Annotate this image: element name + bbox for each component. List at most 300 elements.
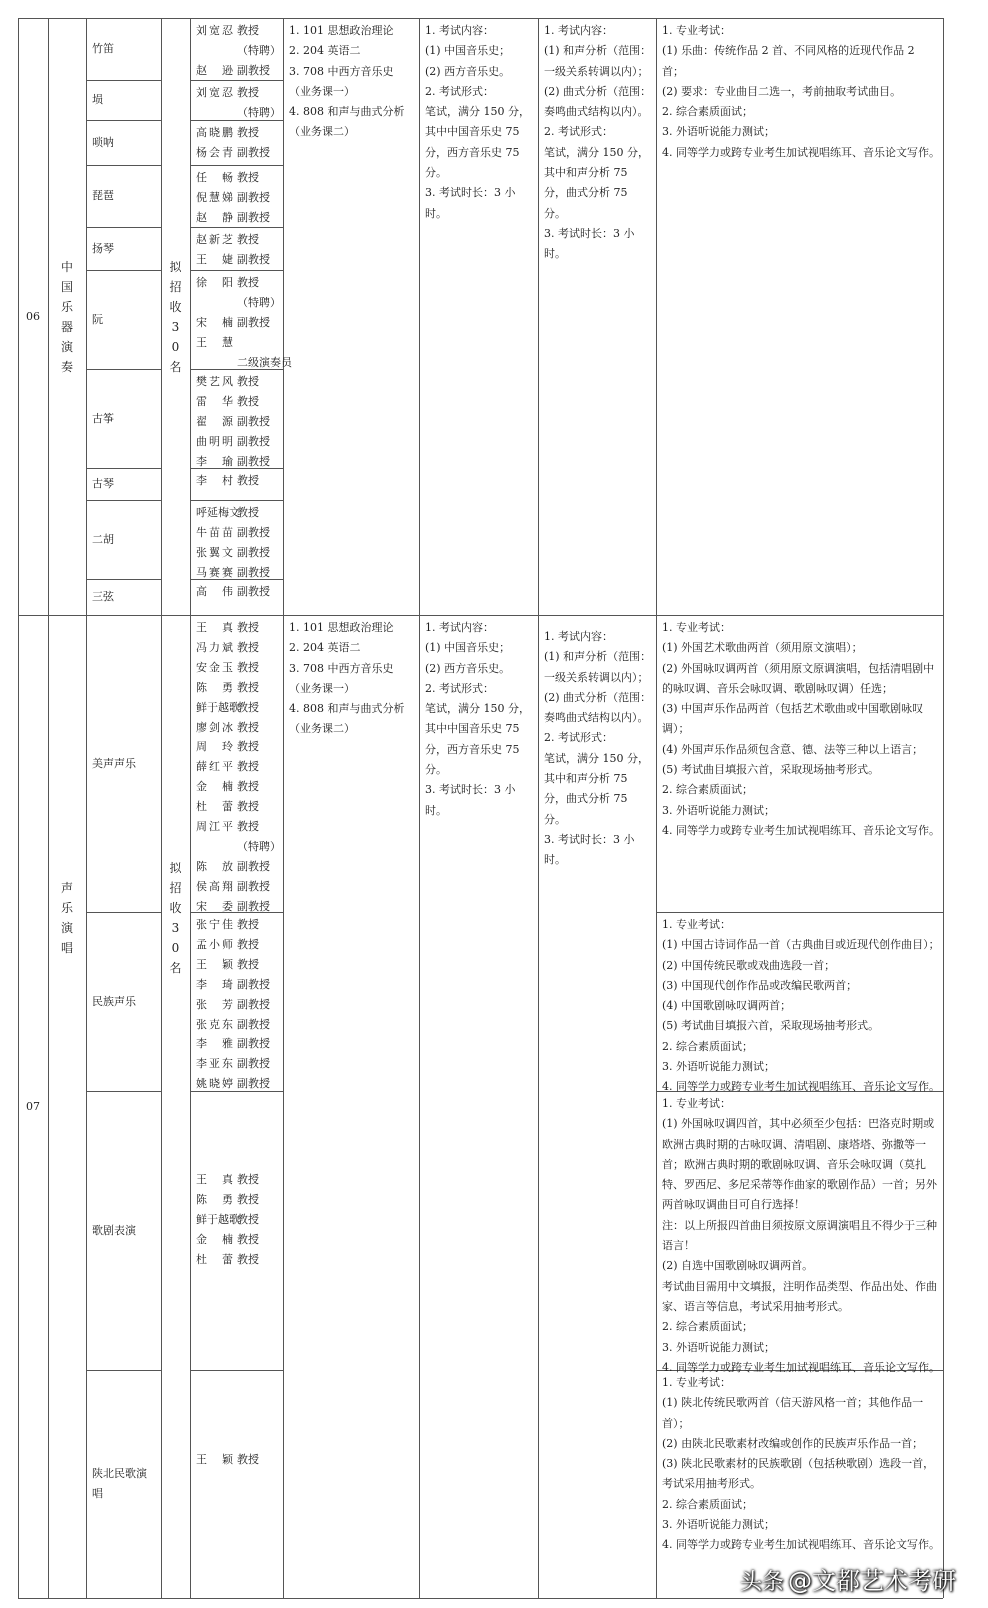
faculty-name xyxy=(196,837,237,857)
faculty-name: 樊艺风 xyxy=(196,375,233,388)
faculty-title: 教授 xyxy=(237,820,259,833)
faculty-name xyxy=(196,41,237,61)
exam-708-details-line: 2. 考试形式： xyxy=(425,681,494,695)
faculty-name: 侯高翔 xyxy=(196,879,233,893)
faculty-name: 周江平 xyxy=(196,820,233,833)
faculty-entry xyxy=(196,737,259,757)
faculty-title: 副教授 xyxy=(237,434,270,448)
faculty-entry xyxy=(196,678,259,698)
faculty-entry xyxy=(196,1054,270,1074)
exam-808-details-line: (1) 和声分析（范围：一级关系转调以内）； xyxy=(544,650,652,684)
column-rule-L xyxy=(18,18,19,1598)
section-code: 06 xyxy=(26,309,40,323)
watermark-text: @文都艺术考研 xyxy=(788,1567,956,1595)
exam-subjects xyxy=(289,21,415,143)
retest-requirements-line: 1. 专业考试： xyxy=(662,1376,731,1389)
retest-requirements-line: (2) 由陕北民歌素材改编或创作的民族声乐作品一首； xyxy=(662,1436,924,1450)
retest-requirements-line: (2) 要求：专业曲目二选一，考前抽取考试曲目。 xyxy=(662,84,902,98)
retest-requirements-line: 1. 专业考试： xyxy=(662,621,731,634)
faculty-name: 杨会青 xyxy=(196,145,233,159)
faculty-name: 刘宽忍 xyxy=(196,86,233,99)
column-rule-c6 xyxy=(419,18,420,1598)
retest-requirements-line: 4. 同等学力或跨专业考生加试视唱练耳、音乐论文写作。 xyxy=(662,1360,940,1374)
retest-requirements-line: 1. 专业考试： xyxy=(662,24,731,37)
faculty-name: 宋 委 xyxy=(196,899,233,913)
exam-708-details-line: 1. 考试内容： xyxy=(425,621,494,634)
faculty-entry xyxy=(196,543,270,563)
retest-requirements-line: 2. 综合素质面试； xyxy=(662,1039,753,1053)
faculty-title: 副教授 xyxy=(237,1057,270,1071)
exam-708-details-line: (2) 西方音乐史。 xyxy=(425,661,511,675)
faculty-name: 李 村 xyxy=(196,474,233,487)
instrument-name: 琵琶 xyxy=(92,189,114,202)
faculty-title: （特聘） xyxy=(237,43,281,57)
faculty-entry xyxy=(196,1034,270,1054)
exam-subjects xyxy=(289,618,415,740)
faculty-entry xyxy=(196,718,259,738)
retest-requirements-line: 3. 外语听说能力测试； xyxy=(662,1518,775,1532)
faculty-title: 教授 xyxy=(237,506,259,519)
retest-requirements-line: 4. 同等学力或跨专业考生加试视唱练耳、音乐论文写作。 xyxy=(662,1080,940,1094)
row-rule-faculty xyxy=(190,500,283,501)
row-rule-instrument xyxy=(86,120,161,121)
faculty-title: 副教授 xyxy=(237,414,270,428)
faculty-title: 教授 xyxy=(237,1252,259,1266)
exam-subjects-line: 1. 101 思想政治理论 xyxy=(289,621,394,634)
track-name: 美声声乐 xyxy=(92,756,136,770)
faculty-title: 副教授 xyxy=(237,63,270,77)
section-quota: 拟招收30名 xyxy=(169,860,182,975)
exam-808-details-line: 笔试，满分 150 分，其中和声分析 75 分，曲式分析 75 分。 xyxy=(544,145,649,220)
faculty-name: 陈 勇 xyxy=(196,1192,233,1206)
instrument-name: 扬琴 xyxy=(92,241,114,255)
faculty-name xyxy=(196,293,237,313)
faculty-entry xyxy=(196,503,259,523)
retest-requirements-line: (3) 陕北民歌素材的民族歌剧（包括秧歌剧）选段一首，考试采用抽考形式。 xyxy=(662,1457,935,1491)
faculty-name: 赵 静 xyxy=(196,210,233,224)
faculty-name: 冯力斌 xyxy=(196,640,233,654)
faculty-name: 刘宽忍 xyxy=(196,24,233,37)
faculty-entry xyxy=(196,123,259,143)
faculty-title: （特聘） xyxy=(237,295,281,309)
retest-requirements-line: (2) 中国传统民歌或戏曲选段一首； xyxy=(662,958,836,972)
faculty-title: 二级演奏员 xyxy=(237,355,292,369)
faculty-title: 副教授 xyxy=(237,977,270,991)
faculty-entry xyxy=(196,1450,259,1470)
retest-requirements-line: (5) 考试曲目填报六首，采取现场抽考形式。 xyxy=(662,763,880,777)
retest-requirements-line: (2) 自选中国歌剧咏叹调两首。 xyxy=(662,1259,814,1273)
faculty-name: 马赛赛 xyxy=(196,565,233,579)
exam-708-details-line: 3. 考试时长：3 小时。 xyxy=(425,783,516,817)
faculty-title: 教授 xyxy=(237,621,259,634)
faculty-title: 教授 xyxy=(237,171,259,184)
faculty-name: 曲明明 xyxy=(196,434,233,448)
exam-808-details-line: 3. 考试时长：3 小时。 xyxy=(544,226,635,261)
faculty-name: 李 琦 xyxy=(196,977,233,991)
retest-requirements-line: 2. 综合素质面试； xyxy=(662,105,753,119)
faculty-title: 教授 xyxy=(237,276,259,289)
faculty-name: 金 楠 xyxy=(196,780,233,794)
faculty-name: 鲜于越歌 xyxy=(196,1212,240,1226)
faculty-entry xyxy=(196,797,259,817)
column-rule-c4 xyxy=(190,18,191,1598)
retest-requirements-line: (3) 中国现代创作作品或改编民歌两首； xyxy=(662,978,858,992)
track-name: 歌剧表演 xyxy=(92,1223,136,1237)
faculty-name: 王 慧 xyxy=(196,335,233,349)
retest-requirements-line: 3. 外语听说能力测试； xyxy=(662,1060,775,1074)
exam-808-details-line: 1. 考试内容： xyxy=(544,630,613,643)
faculty-name: 王 真 xyxy=(196,1173,233,1186)
faculty-name: 杜 蕾 xyxy=(196,1252,233,1266)
exam-subjects-line: 1. 101 思想政治理论 xyxy=(289,24,394,37)
faculty-title: 副教授 xyxy=(237,565,270,579)
faculty-entry xyxy=(196,698,259,718)
table-top-border xyxy=(18,18,943,19)
faculty-title: 教授 xyxy=(237,24,259,37)
retest-requirements xyxy=(662,915,940,1098)
faculty-name: 鲜于越歌 xyxy=(196,700,240,714)
retest-requirements-line: 4. 同等学力或跨专业考生加试视唱练耳、音乐论文写作。 xyxy=(662,145,940,159)
instrument-name: 阮 xyxy=(92,312,103,326)
faculty-title: 教授 xyxy=(237,1173,259,1186)
faculty-entry xyxy=(196,372,259,392)
watermark-mark: 头条 xyxy=(739,1570,784,1595)
faculty-name: 雷 华 xyxy=(196,394,233,408)
faculty-name: 李 瑜 xyxy=(196,454,233,468)
row-rule-track xyxy=(86,1370,161,1371)
exam-808-details-line: 2. 考试形式： xyxy=(544,125,613,139)
retest-requirements-line: (1) 乐曲：传统作品 2 首、不同风格的近现代作品 2 首； xyxy=(662,44,915,78)
faculty-title: 教授 xyxy=(237,937,259,951)
faculty-entry xyxy=(196,1210,259,1230)
column-rule-R xyxy=(943,18,944,1598)
faculty-title: 副教授 xyxy=(237,454,270,468)
exam-808-details-line: (2) 曲式分析（范围：奏鸣曲式结构以内）。 xyxy=(544,690,652,725)
row-rule-track xyxy=(86,1091,161,1092)
faculty-name: 薛红平 xyxy=(196,760,233,774)
section-divider xyxy=(18,615,943,616)
faculty-title: 副教授 xyxy=(237,190,270,204)
retest-requirements xyxy=(662,21,940,163)
exam-subjects-line: （业务课一） xyxy=(289,681,355,695)
column-rule-c3 xyxy=(161,18,162,1598)
faculty-entry xyxy=(196,1015,270,1035)
faculty-name: 周 玲 xyxy=(196,740,233,754)
faculty-title: 副教授 xyxy=(237,899,270,913)
retest-requirements-line: (3) 中国声乐作品两首（包括艺术歌曲或中国歌剧咏叹调）； xyxy=(662,702,924,736)
faculty-entry xyxy=(196,208,270,228)
faculty-title: 教授 xyxy=(237,720,259,734)
faculty-title: 教授 xyxy=(237,800,259,814)
retest-requirements-line: 3. 外语听说能力测试； xyxy=(662,803,775,817)
instrument-name: 埙 xyxy=(92,93,103,106)
faculty-title: 教授 xyxy=(237,1232,259,1246)
faculty-entry xyxy=(196,143,270,163)
faculty-name: 赵 逊 xyxy=(196,63,233,77)
exam-808-details xyxy=(544,627,652,871)
faculty-title: 教授 xyxy=(237,780,259,794)
exam-808-details-line: 2. 考试形式： xyxy=(544,731,613,745)
exam-subjects-line: 3. 708 中西方音乐史 xyxy=(289,661,394,675)
faculty-name: 牛苗苗 xyxy=(196,525,233,539)
faculty-entry xyxy=(196,188,270,208)
retest-requirements-line: (1) 中国古诗词作品一首（古典曲目或近现代创作曲目）； xyxy=(662,938,940,952)
faculty-title: 副教授 xyxy=(237,1037,270,1051)
faculty-name: 孟小师 xyxy=(196,937,233,951)
faculty-title: 教授 xyxy=(237,375,259,388)
exam-708-details-line: (1) 中国音乐史； xyxy=(425,44,511,58)
faculty-title: 教授 xyxy=(237,1453,259,1466)
retest-requirements xyxy=(662,1094,940,1378)
faculty-entry xyxy=(196,837,281,857)
row-rule-instrument xyxy=(86,500,161,501)
faculty-name: 高晓鹏 xyxy=(196,126,233,139)
faculty-name: 王 颖 xyxy=(196,957,233,971)
faculty-entry xyxy=(196,857,270,877)
exam-708-details-line: 笔试，满分 150 分，其中中国音乐史 75 分，西方音乐史 75 分。 xyxy=(425,702,530,777)
exam-subjects-line: 3. 708 中西方音乐史 xyxy=(289,64,394,78)
exam-808-details xyxy=(544,21,652,265)
faculty-title: 副教授 xyxy=(237,252,270,266)
row-rule-instrument xyxy=(86,468,161,469)
faculty-name: 廖剑冰 xyxy=(196,720,233,734)
exam-708-details xyxy=(425,21,535,224)
faculty-entry xyxy=(196,915,259,935)
faculty-name: 高 伟 xyxy=(196,585,233,598)
row-rule-instrument xyxy=(86,270,161,271)
faculty-title: 教授 xyxy=(237,1192,259,1206)
row-rule-instrument xyxy=(86,80,161,81)
retest-requirements-line: (5) 考试曲目填报六首，采取现场抽考形式。 xyxy=(662,1019,880,1033)
faculty-title: 教授 xyxy=(237,700,259,714)
faculty-entry xyxy=(196,293,281,313)
faculty-entry xyxy=(196,471,259,491)
faculty-title: 教授 xyxy=(237,957,259,971)
faculty-title: 副教授 xyxy=(237,1017,270,1031)
retest-requirements xyxy=(662,618,940,841)
faculty-title: 教授 xyxy=(237,918,259,931)
faculty-name: 呼延梅文 xyxy=(196,506,240,519)
faculty-entry xyxy=(196,1190,259,1210)
faculty-entry xyxy=(196,757,259,777)
faculty-name: 任 畅 xyxy=(196,171,233,184)
faculty-title: 副教授 xyxy=(237,315,270,329)
faculty-entry xyxy=(196,452,270,472)
faculty-name: 陈 放 xyxy=(196,859,233,873)
faculty-title: （特聘） xyxy=(237,105,281,119)
faculty-entry xyxy=(196,412,270,432)
exam-708-details xyxy=(425,618,535,821)
faculty-entry xyxy=(196,582,270,602)
faculty-entry xyxy=(196,955,259,975)
retest-requirements-line: (1) 陕北传统民歌两首（信天游风格一首；其他作品一首）； xyxy=(662,1396,924,1430)
instrument-name: 二胡 xyxy=(92,532,114,546)
faculty-entry xyxy=(196,975,270,995)
faculty-title: 教授 xyxy=(237,760,259,774)
instrument-name: 竹笛 xyxy=(92,42,114,55)
faculty-title: 副教授 xyxy=(237,545,270,559)
exam-708-details-line: 笔试，满分 150 分，其中中国音乐史 75 分，西方音乐史 75 分。 xyxy=(425,105,530,180)
faculty-title: 教授 xyxy=(237,233,259,246)
section-direction: 中国乐器演奏 xyxy=(60,259,73,374)
faculty-entry xyxy=(196,83,259,103)
exam-708-details-line: (1) 中国音乐史； xyxy=(425,641,511,655)
faculty-name: 赵新芝 xyxy=(196,233,233,246)
watermark xyxy=(740,1561,956,1596)
retest-requirements-line: 注：以上所报四首曲目须按原文原调演唱且不得少于三种语言！ xyxy=(662,1218,937,1253)
faculty-entry xyxy=(196,1250,259,1270)
retest-requirements-line: 1. 专业考试： xyxy=(662,918,731,931)
faculty-entry xyxy=(196,230,259,250)
exam-808-details-line: (2) 曲式分析（范围：奏鸣曲式结构以内）。 xyxy=(544,84,652,119)
retest-requirements-line: 2. 综合素质面试； xyxy=(662,1497,753,1511)
exam-808-details-line: 1. 考试内容： xyxy=(544,24,613,37)
faculty-name: 李亚东 xyxy=(196,1057,233,1071)
faculty-title: 副教授 xyxy=(237,1077,270,1091)
faculty-name: 杜 蕾 xyxy=(196,800,233,814)
faculty-name: 安金玉 xyxy=(196,660,233,674)
section-direction: 声乐演唱 xyxy=(60,880,73,955)
row-rule-instrument xyxy=(86,227,161,228)
faculty-entry xyxy=(196,333,237,353)
exam-808-details-line: 3. 考试时长：3 小时。 xyxy=(544,832,635,867)
faculty-title: 副教授 xyxy=(237,210,270,224)
faculty-title: 教授 xyxy=(237,1212,259,1226)
exam-subjects-line: （业务课二） xyxy=(289,722,355,736)
faculty-title: （特聘） xyxy=(237,839,281,853)
faculty-name: 徐 阳 xyxy=(196,276,233,289)
faculty-entry xyxy=(196,41,281,61)
faculty-name: 李 雅 xyxy=(196,1037,233,1051)
column-rule-c7 xyxy=(538,18,539,1598)
row-rule-instrument xyxy=(86,165,161,166)
faculty-entry xyxy=(196,61,270,81)
faculty-title: 教授 xyxy=(237,680,259,694)
faculty-title: 副教授 xyxy=(237,525,270,539)
exam-808-details-line: 笔试，满分 150 分，其中和声分析 75 分，曲式分析 75 分。 xyxy=(544,751,649,826)
faculty-name xyxy=(196,103,237,123)
exam-708-details-line: (2) 西方音乐史。 xyxy=(425,64,511,78)
faculty-entry xyxy=(196,313,270,333)
faculty-name: 姚晓婷 xyxy=(196,1077,233,1091)
retest-requirements-line: 2. 综合素质面试； xyxy=(662,1320,753,1334)
faculty-title: 教授 xyxy=(237,474,259,487)
faculty-title: 教授 xyxy=(237,394,259,408)
exam-subjects-line: 4. 808 和声与曲式分析 xyxy=(289,702,405,716)
retest-requirements-line: (1) 外国咏叹调四首，其中必须至少包括：巴洛克时期或欧洲古典时期的古咏叹调、清唱剧、康塔塔、弥撒等一首；欧洲古典时期的歌剧咏叹调、音乐会咏叹调（莫扎特、罗西尼、多尼采蒂等作曲家的歌剧作品）一首；另外两首咏叹调曲目可自行选择！ xyxy=(662,1117,937,1212)
faculty-name: 金 楠 xyxy=(196,1232,233,1246)
row-rule-track xyxy=(86,912,161,913)
faculty-entry xyxy=(196,563,270,583)
exam-708-details-line: 1. 考试内容： xyxy=(425,24,494,37)
faculty-entry xyxy=(196,777,259,797)
row-rule-faculty xyxy=(190,165,283,166)
instrument-name: 古琴 xyxy=(92,477,114,490)
retest-requirements-line: 4. 同等学力或跨专业考生加试视唱练耳、音乐论文写作。 xyxy=(662,1538,940,1552)
column-rule-c1 xyxy=(48,18,49,1598)
faculty-entry xyxy=(196,523,270,543)
faculty-entry xyxy=(196,877,270,897)
faculty-title: 副教授 xyxy=(237,585,270,598)
faculty-entry xyxy=(196,817,259,837)
retest-requirements-line: (4) 中国歌剧咏叹调两首； xyxy=(662,999,792,1013)
faculty-name: 张 芳 xyxy=(196,997,233,1011)
instrument-name: 唢呐 xyxy=(92,135,114,149)
faculty-entry xyxy=(196,618,259,638)
column-rule-c5 xyxy=(283,18,284,1598)
row-rule-instrument xyxy=(86,579,161,580)
faculty-name: 张宁佳 xyxy=(196,918,233,931)
faculty-title: 教授 xyxy=(237,660,259,674)
faculty-entry xyxy=(196,21,259,41)
faculty-name: 陈 勇 xyxy=(196,680,233,694)
faculty-name: 张克东 xyxy=(196,1017,233,1031)
column-rule-c8 xyxy=(656,18,657,1598)
faculty-title: 教授 xyxy=(237,640,259,654)
faculty-title: 教授 xyxy=(237,126,259,139)
exam-subjects-line: 2. 204 英语二 xyxy=(289,641,361,655)
table-bottom-border xyxy=(18,1598,943,1599)
faculty-entry xyxy=(196,1074,270,1094)
faculty-entry xyxy=(196,1170,259,1190)
exam-subjects-line: （业务课一） xyxy=(289,84,355,98)
retest-requirements-line: 考试曲目需用中文填报，注明作品类型、作品出处、作曲家、语言等信息，考试采用抽考形式。 xyxy=(662,1279,937,1313)
faculty-name: 王 婕 xyxy=(196,252,233,266)
retest-requirements-line: (1) 外国艺术歌曲两首（须用原文演唱）； xyxy=(662,641,863,655)
retest-requirements-line: (4) 外国声乐作品须包含意、德、法等三种以上语言； xyxy=(662,742,924,756)
faculty-name xyxy=(196,353,237,373)
faculty-entry xyxy=(196,392,259,412)
track-name: 民族声乐 xyxy=(92,994,136,1008)
row-rule-retest xyxy=(656,912,943,913)
faculty-entry xyxy=(196,935,259,955)
faculty-name: 张翼文 xyxy=(196,545,233,559)
faculty-name: 王 真 xyxy=(196,621,233,634)
faculty-entry xyxy=(196,250,270,270)
column-rule-c2 xyxy=(86,18,87,1598)
section-code: 07 xyxy=(26,1099,40,1113)
row-rule-faculty xyxy=(190,1370,283,1371)
instrument-name: 古筝 xyxy=(92,411,114,425)
retest-requirements-line: (2) 外国咏叹调两首（须用原文原调演唱，包括清唱剧中的咏叹调、音乐会咏叹调、歌剧咏叹调）任选； xyxy=(662,661,935,695)
faculty-title: 教授 xyxy=(237,86,259,99)
faculty-entry xyxy=(196,897,270,917)
exam-subjects-line: （业务课二） xyxy=(289,125,355,139)
faculty-entry xyxy=(196,103,281,123)
retest-requirements-line: 4. 同等学力或跨专业考生加试视唱练耳、音乐论文写作。 xyxy=(662,823,940,837)
retest-requirements-line: 2. 综合素质面试； xyxy=(662,783,753,797)
faculty-entry xyxy=(196,168,259,188)
exam-subjects-line: 2. 204 英语二 xyxy=(289,44,361,58)
faculty-name: 倪慧娣 xyxy=(196,190,233,204)
retest-requirements-line: 1. 专业考试： xyxy=(662,1097,731,1110)
track-name: 陕北民歌演唱 xyxy=(92,1467,147,1501)
faculty-entry xyxy=(196,353,292,373)
faculty-entry xyxy=(196,995,270,1015)
faculty-title: 副教授 xyxy=(237,859,270,873)
exam-subjects-line: 4. 808 和声与曲式分析 xyxy=(289,105,405,119)
instrument-name: 三弦 xyxy=(92,590,114,603)
faculty-entry xyxy=(196,1230,259,1250)
faculty-title: 副教授 xyxy=(237,879,270,893)
faculty-entry xyxy=(196,432,270,452)
exam-808-details-line: (1) 和声分析（范围：一级关系转调以内）； xyxy=(544,44,652,78)
retest-requirements-line: 3. 外语听说能力测试； xyxy=(662,125,775,139)
exam-708-details-line: 3. 考试时长：3 小时。 xyxy=(425,186,516,220)
section-quota: 拟招收30名 xyxy=(169,259,182,374)
faculty-name: 宋 楠 xyxy=(196,315,233,329)
faculty-name: 王 颖 xyxy=(196,1453,233,1466)
